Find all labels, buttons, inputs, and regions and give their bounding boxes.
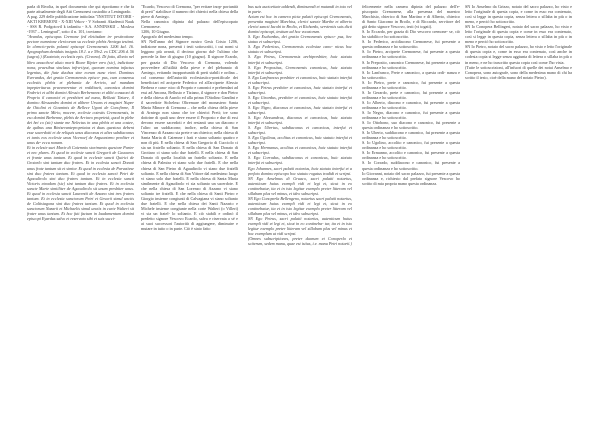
paragraph: S. Ego Nigro, diaconus et canonicus, huic statuto interfui et subscripsi. (248, 104, 352, 115)
paragraph: S. Io Federico, arcidiacono Cremonese, fui presente a questa ordinanza e ho sottoscritto. (362, 39, 460, 50)
paragraph: "Ecardo, Vescovo di Cremona, "per evitare inop- portunità di preti" stabilisce il numero dei chierici nella chiesa della pieve di Arniego. (141, 4, 238, 20)
paragraph: S. Io Pietro, arciprete Cremonese, fui presente a questa ordinanza e ho sottoscritto. (362, 49, 460, 60)
paragraph: S. Io Ottobono, suo diacono e canonico, fui presente a questa ordinanza e ho sottoscritto. (362, 120, 460, 131)
paragraph: S. Io Negro, diacono e canonico, fui presente a questa ordinanza e ho sottoscritto. (362, 109, 460, 121)
paragraph: S. Ego Eschardus, dei gratia Cremonensis episco- pus, hec statuo et subscripsi. (248, 34, 352, 45)
paragraph: S. Ego Lanfrancus presbiter et canonicus, huic statuto interfui et subscripsi. (248, 74, 352, 85)
paragraph: Io Giovanni, notaio del sacro palazzo, fui presente a questa ordinanza e, richiesto dal prefato signore Vescovo ho scritto di mia propria mano questa ordinanza. (362, 170, 460, 186)
paragraph: S. Ego Propositus, Cremonensis canonicus, huic statuto interfui et subscripsi. (248, 64, 352, 75)
paragraph: SN Ego Anselmus di Gruaco, sacri palatii notarius, autenticum huius exempli vidi et legi et, sicut in eo continebatur, ita et in isto legitur exemplo preter litteram vel sillabam plus vel minus, et ideo subscripsi. (248, 175, 352, 196)
paragraph: S. Io Eccardo, per grazia di Dio vescovo cremone- se, ciò ho stabilito e ho sottoscritto. (362, 29, 460, 40)
paragraph: 1206, 10 Giugno. (141, 29, 170, 35)
paragraph: SN Nell'anno del Signore nostro Gesù Cristo 1206, indizione nona, presenti i testi sottoscritti, i cui nomi si leggono più avanti, il decimo giorno dal- l'ultimo che precede la fine di giugno (10 giugno). Il signore Ecardo, per grazia di Dio Vescovo di Cremona, volendo provvedere all'utilità della pieve e del plebanato di Arniego, evitando inopportunità di preti stabili e ordina – col consenso dell'autorità ecclesiastico-pontificale dei beneficiari ed arciprete Federico ed all'arciprete Alessio Berbera e cano- nico di Proprio e canonici e prebendari ad essi ad Ancona, Bellusto e Tiziano, il signore e don Pietro e della chiesa di Aurolo ed alla prima l'Ottolino Gandini e il sacerdote Sichelmo Oltremare del monastero Santa Maria Minore di Cremona – che nella chiesa della pieve di Arniego non siano che tre chierici Preti; tre sono dottrine di quali uno deve essere il Proposto e due di essi devono essere sacerdoti e dei restanti uno un diacono e l'altro un suddiacono; inoltre, nella chiesa di San Vincenzo di Azzano sia prete e un chierico; nella chiesa di Santa Maria di Caiemne i frati e siano soltanto quattro e non di più. E nella chiesa di San Gregorio di Cucciolo ci sia un fratello soltanto. E nella chiesa di San Donato di Grottaro ci siano solo due fratelli. E nella chiesa di San Donato di quella località un fratello soltanto. E nella chiesa di Palmira vi siano solo due fratelli. E che nella chiesa di San Pietro di Agaudirolo vi siano due fratelli soltanto. E nella chiesa di San Vittore dal medesimo luogo vi siano solo due fratelli. E nella chiesa di Santa Maria similmente di Agaudirolo vi sia soltanto un sacerdote. E che nella chiesa di San Lorenzo di Azzano vi siano soltanto tre fratelli. E che nella chiesa di Santi Pietro e Giorgio insieme congiunti di Calvagiana vi siano soltanto due fratelli. E che nella chiesa dei Santi Nazario e Michele insieme congiunte nella corte Walteri (o Villeri) vi sia un fratel- lo soltanto. E ciò stabili e ordinò il predetto signore Vescovo Ecardo, salva e riservata a sé e ai suoi successori l'autorità di aggiungere, diminuire e mutare in tutto o in parte. Ciò è stato fatto (141, 39, 238, 232)
paragraph: SN Io Anselmo da Grizzo, notaio del sacro palazzo, ho visto e letto l'originale di questa copia, e come in esso era contenuto, così si legge in questa copia, senza lettera o sillaba in più o in meno, e perciò ho sottoscritto. (465, 4, 572, 25)
paragraph: S. Io Corrado, suddiacono e canonico, fui presente a questa ordinanza e ho sottoscritto. (362, 160, 460, 171)
paragraph: parla di Rivolta, in quel documento che qui riportiamo e che fa parte attualmente degli Atti Cremonesi custodito a Leningrado. (27, 4, 134, 15)
paragraph: (Omnes subscriptiones, preter duarum et Conoperla et sciterum, sedem manu, quae est istius, i.e. manu Petri notarii.) (248, 236, 352, 247)
paragraph: Nella canonica dipinta dal palazzo dell'episcopato Cremonese. (141, 19, 238, 30)
paragraph: "Avardus, episcopus Cremone (ed eletiisdam in- pestiratione pectore numnione clericorum su ecclesie plebis Arniega testimi. In clemcio-petis polanti episcopi Cremonensis 1206 kal. 16. Apographum deniduis insignis 18.1. a e 59v2. ex CDC 206 d. 56 (sagra).) (Exatetuir, ecclesiis epis. (Creano). Di fatto, dlonio nel libro anacchovi aluto morit Rione Ripier vero (sic), indictione nona, praesibus sinclaus infra-tiyut, quorum nomina infactus legenius, die fiate duobus sine eorum nunc vivet. Dominus Everardus, dei gratia Cremonensis episco- pus, cum consensu ecclesiis plebis et plebania de Arrivio, ad mandam inpepteriturus pravenerentur et redditavit, canonica domini Federici et alibi domini Alessio Berberanno et alibi consaoni di Proprio il canonici et preshiteri ad nunu, Bellusti Tiziare, il domino Alessandro domini et alibere Ursons et magistri Nuper de Ottolini et Gosminis de Bellece Ugoni de Conofirme, Il primo sancte Mirio, mocere, ecclesie cotestis Cremonensis, in eso domini Berbenne, plebis de Arriavo proprietà, quod in plebe dei hei co (sic) stante me Nelectus in una plebis et una costee, de quibus una Binisevantepropriatas et duas questoso debent esse sacerdotii et de reliquis unus diaconus et altes subdiaconus et tanis eos ecclesie unus Vicenoef de Arguontemo prediter et unus de- eccu nonam. (27, 34, 134, 146)
paragraph: (Tutte le sottoscrizioni, all'infuori di quelle dei notai Anselmo e Conopera, sono autografe, sono della medesima mano di chi ha scritto il testo, cioè della mano del notaio Pietro). (465, 64, 572, 80)
paragraph: Ego Johannes, sacri palatii notarius, huic statuto interfui et a prefato domino episcopo hoc statuto rogatus tradidi et scripsi. (248, 165, 352, 176)
paragraph: S. Ego Corradus, subdiaconus et canonicus, huic statuto interfui et subscripsi. (248, 155, 352, 166)
column-1-italian-intro-and-latin-text (27, 4, 134, 221)
paragraph: S. Ego Hermanus, acolitus et canonicus, huic statuto interfui et subscripsi. (248, 145, 352, 156)
paragraph: S. Ego Alessandrus, diaconus et canonicus, huic statuto interfui et subscripsi. (248, 115, 352, 126)
paragraph: S. Ego Federicus, Cremonensis ecclesiae cano- nicus hoc statuto et subscripsi. (248, 44, 352, 55)
paragraph: S. Io Ermanno, accolito e canonico, fui presente a questa ordinanza e ho sottoscritto. (362, 150, 460, 161)
paragraph: S. Io Gerardo, prete e canonico, fui presente a questa ordinanza e ho sottoscritto. (362, 89, 460, 100)
paragraph: S. Io Alberto, diacono e canonico, fui presente a questa ordinanza e ho sottoscritto. (362, 99, 460, 110)
paragraph: S. Ego Ugolinus, acolitus et canonicus, huic statuto interfui et subscripsi. (248, 135, 352, 146)
paragraph: Et in eclesie suei Marie di Caiemnio storimento questore Parter et nec plures. Et quod in ecclesie sancti Gregorii de Caucaeos et frante unus tantum. Et quod in ecclesie sancti Quirici de Grotarlo sint tantum duo fratres. Et in ecclesia sancti Donati unus frate tantum sit et simior. Et quod in ecclesia de Parvatiese sint duo fratres tantum. Et quod in ecclesia sancti Petri de Agaoulirolo sint duo fratres tantum. Et in ecclesia sancti Victoris eteadum (sic) sint tantum duo fratres. Et in ecclesia sancte Marie simiiliter de Agaoulirolo sit unum presbiter unus. Et quod in ecclesia sancti Laurentii de Azzano sint tres fratres tantum. Et in ecclesia sanctorum Petri et Gesorii simul unctis de Caltisiagona sint duo fratres tantum. Et quod in ecclesia sanctorum Nazarii et Michaelis simul unctis in curte Walteri sit frater unus tantum. Et hoc fuit factum in laudamentum domini episcopi Eyardus salvo et reservato sibi et suis succi- (27, 145, 134, 221)
paragraph: S. Io Lanfranco, Prete e canonico, a questa ordi- nanza e ho sottoscritto. (362, 69, 460, 80)
column-3-latin-subscriptions (248, 4, 352, 246)
paragraph: felicemente nella camera dipinta del palazzo dell'e- piscopato Cremonese, alla presenza del maestro Marchisio, chierico di San Martino e di Alberto, chierico di Santo Giacomo in Broilo, e di Riccardo, servitore del già detto signore Vescovo, testi (vi togati). (362, 4, 460, 30)
column-5-notary-attestations (465, 4, 572, 80)
column-2-italian-translation (141, 4, 238, 231)
paragraph: S. Ego Ubertus, subdiaconus et canonicus, interfui et subscripsi. (248, 125, 352, 136)
paragraph: S. Ego Petrus, Cremonensis archipresbiter, huic statuto interfui et subscripsi. (248, 54, 352, 65)
paragraph: S. Io Uberto, suddiacono e canonico, fui presente a questa ordinanza e ho sottoscritto. (362, 130, 460, 141)
paragraph: Actum est hoc in camera picta palatii episcopi Cremonensis, presentia magistri Marchiss, clerici sancte Marthe et alberto clerici sancti Iacobi in Brolio, et Richardo, servientis suis dicti domini episcopi, testium ad hoc vocatorum. (248, 14, 352, 35)
paragraph: A pag. 229 delle pubblicazione intitolata "INSTITUT ISTORII - AKTI KREMONI - X-XIII Vekov - V Sobranii Akademii Nauk - SSS R. Podgotovil k izdaniiu - S.A. ANNINSKIJ – Moskva -1937 – Leningrad", sotto il n. 101, troviamo: (27, 14, 134, 35)
paragraph: SN Ego Conoperla Bellengeno, notarius sacri palatii notarius, autenticum huius exempli vidi et legi et, sicut in eo continebatur, ita et in isto legitur exemplo preter litteram vel sillabam plus vel minus, et ideo subscripsi. (248, 195, 352, 216)
paragraph: S. Io Pietro, prete e canonico, fui presente a questa ordinanza e ho sottoscritto. (362, 79, 460, 90)
paragraph: Apografo del medesimo tempo. (141, 34, 194, 40)
paragraph: S. Io Preposito, canonico Cremonese, fui presente a questa ordinanza e ho sottoscritto. (362, 59, 460, 70)
paragraph: bus suis auctoritate addendi, diminuendi et mutandi in toto vel in parte. (248, 4, 352, 15)
paragraph: S. Ego Petrus presbiter et canonicus, huic statuto interfui et subscripsi. (248, 84, 352, 95)
column-4-italian-subscriptions (362, 4, 460, 186)
paragraph: SN Ego Petrus, sacri palatii notarius, autenticum huius exempli vidi et legi et, sicut in eo contineba- tur, ita et in isto legitur exemplo preter litteram vel sillabam plus vel minus et hoc exemplum ut vidi scripsi. (248, 215, 352, 237)
paragraph: SN Io Conopera Bellingeri, notaio del sacro palazzo, ho visto e letto l'originale di questa copia e come in esso era contenuto, così si legge in questa copia, senza lettera o sillaba in più o in meno e perciò ho sottoscritto. (465, 24, 572, 45)
paragraph: SN Io Pietro, notaio del sacro palazzo, ho visto e letto l'originale di questa copia e, come in esso era contenuto, così anche in codesta copia si legge senza aggiunta di lettera o sillaba in più o in meno, e ne ho trascritto questa copia così come l'ho vista. (465, 44, 572, 65)
paragraph: S. Ego Girardus, presbiter et canonicus, huic statuto interfui et subscripsi. (248, 94, 352, 105)
paragraph: S. Io Ugolino, accolito e canonico, fui presente a questa ordinanza e ho sottoscritto. (362, 140, 460, 151)
